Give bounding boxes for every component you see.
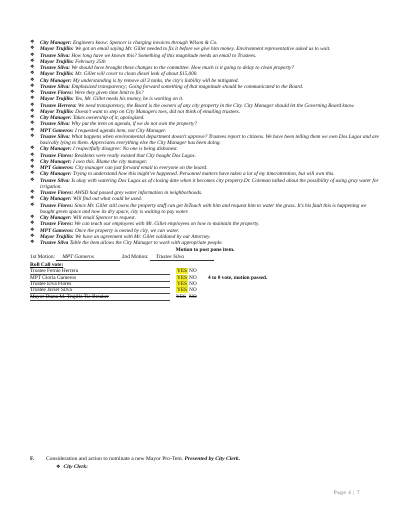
speaker: Mayor Trujillo:	[40, 71, 74, 78]
statement: Takes ownership of it, apologized.	[72, 115, 145, 121]
speaker: Trustee Flores:	[40, 202, 74, 209]
speaker: City Manager:	[40, 196, 72, 203]
statement: Will email Spencer to request.	[72, 215, 136, 221]
speaker: Trustee Silva:	[40, 121, 70, 128]
sub-item	[56, 464, 88, 470]
diamond-bullet-icon: ❖	[30, 65, 35, 70]
statement: Once the property is owned by city, we can water.	[75, 227, 180, 234]
diamond-bullet-icon: ❖	[30, 221, 35, 227]
vote-no: NO	[189, 274, 197, 281]
discussion-list	[30, 40, 380, 300]
first-motion-value: MPT Gameros	[56, 254, 120, 261]
vote-no: NO	[189, 287, 197, 294]
statement: I requested agenda item, not City Manager.	[75, 127, 167, 134]
diamond-bullet-icon: ❖	[30, 115, 35, 120]
speaker: Trustee Flores:	[40, 90, 74, 96]
diamond-bullet-icon: ❖	[30, 133, 35, 139]
diamond-bullet-icon: ❖	[30, 215, 35, 220]
diamond-bullet-icon: ❖	[30, 46, 35, 52]
diamond-bullet-icon: ❖	[30, 108, 35, 114]
speaker: Trustee Flores:	[40, 221, 74, 228]
diamond-bullet-icon: ❖	[30, 121, 35, 127]
second-motion-label: 2nd Motion:	[121, 254, 149, 261]
statement: We need transparency, the Board is the owners of any city property in the City. City Manager should let the Governing Board know.	[78, 102, 355, 109]
statement: We should have brought these changes to the committee. How much is it going to delay to clean property?	[71, 65, 294, 71]
item-text: Consideration and action to nominate a new Mayor Pro-Tem.	[46, 456, 184, 462]
statement: Is okay with watering Dos Lagos as of closing date when it becomes city property.Dr. Coleman talked about the possibility of using gray water for irrigation.	[40, 177, 379, 190]
speaker: Trustee Silva:	[40, 83, 70, 90]
statement: Table the item allows the City Manager to work with appropriate people.	[69, 240, 223, 246]
diamond-bullet-icon: ❖	[56, 465, 61, 470]
speaker: City Manager:	[40, 40, 72, 46]
diamond-bullet-icon: ❖	[30, 233, 35, 239]
speaker: City Manager:	[40, 158, 72, 165]
diamond-bullet-icon: ❖	[30, 52, 35, 58]
statement: Trying to understand how this might've happened. Personnel matters have taken a lot of my time/attention, but will own this.	[72, 171, 335, 178]
speaker: Trustee Silva:	[40, 65, 70, 71]
statement: We got an email saying Mr. Gillet needed to fix it before we give him money. Environment representative asked us to wait.	[75, 46, 331, 53]
voter-name: MPT Gloria Gameros	[30, 275, 170, 282]
statement: Doesn't want to step on City Managers toes, did not think of emailing trustees.	[75, 108, 240, 115]
statement: Residents were really existed that City bought Dos Lagos.	[74, 152, 196, 159]
vote-result-note: 4 to 0 vote, motion passed.	[208, 274, 268, 281]
list-item	[30, 178, 380, 191]
statement: What happens when environmental department doesn't approve? Trustees report to citizens. We have been telling them we own Dos Lagos and are basically lying to them. Appreciates everything else the City Manager has been doing.	[40, 133, 379, 146]
vote-yes: YES	[176, 293, 187, 300]
diamond-bullet-icon: ❖	[30, 227, 35, 233]
statement: Engineers know: Spencer is charging invoices through Wilson & Co.	[72, 40, 218, 46]
statement: Why put the item on agenda, if we do not own the property?	[71, 121, 197, 128]
second-motion-value: Trustee Silva	[150, 254, 214, 261]
statement: My understanding is by remove all 3 tanks, the city's liability will be mitigated.	[72, 77, 239, 84]
statement: I own this. Blame the city manager.	[72, 158, 148, 165]
speaker: MPT Gameros:	[40, 165, 74, 171]
vote-no: NO	[189, 281, 197, 288]
speaker: City Manager:	[40, 115, 72, 121]
vote-yes: YES	[177, 274, 188, 281]
statement: I respectfully disagree: No one is being dishonest.	[72, 146, 178, 153]
voter-name: Trustee Elva Flores	[30, 281, 170, 288]
diamond-bullet-icon: ❖	[30, 58, 35, 64]
speaker: City Clerk:	[63, 464, 88, 470]
statement: We can teach our employees with Mr. Gillet employees on how to maintain the property.	[74, 221, 260, 228]
vote-row-struck	[30, 294, 380, 300]
diamond-bullet-icon: ❖	[30, 177, 35, 183]
item-letter: F.	[30, 456, 35, 462]
diamond-bullet-icon: ❖	[30, 158, 35, 164]
speaker: Trustee Silva:	[40, 177, 70, 184]
speaker: Mayor Trujillo:	[40, 96, 74, 103]
diamond-bullet-icon: ❖	[30, 190, 35, 195]
statement: City manager can just forward email to everyone on the board.	[75, 165, 208, 171]
statement: Emphasized transparency; Going forward something of that magnitude should be communicated to the Board.	[71, 83, 304, 90]
roll-call-title: Roll Call vote:	[30, 262, 64, 269]
statement: Yes, Mr. Gillet needs his money, he is working on it.	[75, 96, 184, 103]
speaker: Mayor Trujillo:	[40, 58, 74, 65]
list-item	[30, 240, 380, 246]
statement: Will find out what could be used.	[72, 196, 142, 203]
diamond-bullet-icon: ❖	[30, 171, 35, 177]
voter-name: Trustee Fernie Herrera	[30, 268, 170, 275]
page-number: Page 4 | 7	[333, 490, 360, 496]
statement: Since Mr. Gillet still owns the property staff can get InTouch with him and request him to water the grass. It's his fault this is happening we bought green space and now its dry space, city is waiting to pay water.	[40, 202, 367, 215]
diamond-bullet-icon: ❖	[30, 152, 35, 158]
diamond-bullet-icon: ❖	[30, 77, 35, 83]
voter-name: Trustee Javier Silva	[30, 287, 170, 294]
first-motion-label: 1st Motion:	[30, 254, 56, 261]
speaker: City Manager:	[40, 77, 72, 84]
voter-name: Mayor Diana M. Trujillo Tie Breaker	[30, 294, 170, 301]
speaker: Mayor Trujillo:	[40, 46, 74, 53]
diamond-bullet-icon: ❖	[30, 102, 35, 108]
statement: Mr. Gillet will cover to clean diesel leak of about $15,000.	[75, 71, 198, 78]
speaker: Trustee Silva:	[40, 133, 70, 140]
presented-by: Presented by City Clerk.	[184, 456, 241, 462]
speaker: Trustee Flores:	[40, 152, 74, 159]
speaker: City Manager:	[40, 171, 72, 178]
diamond-bullet-icon: ❖	[30, 240, 35, 245]
agenda-item-f	[30, 456, 240, 462]
diamond-bullet-icon: ❖	[30, 127, 35, 133]
vote-yes: YES	[177, 287, 188, 294]
diamond-bullet-icon: ❖	[30, 90, 35, 95]
diamond-bullet-icon: ❖	[30, 96, 35, 102]
speaker: MPT Gameros:	[40, 127, 74, 134]
statement: We have an agreement with Mr. Gillet validated by our Attorney.	[75, 233, 211, 240]
statement: Were they given time limit to fix?	[74, 90, 144, 96]
statement: AWSD had passed grey water information in neighborhoods.	[74, 190, 203, 196]
diamond-bullet-icon: ❖	[30, 165, 35, 170]
speaker: City Manager:	[40, 215, 72, 221]
list-item	[30, 203, 380, 216]
diamond-bullet-icon: ❖	[30, 83, 35, 89]
diamond-bullet-icon: ❖	[30, 71, 35, 77]
speaker: Mayor Trujillo:	[40, 108, 74, 115]
motion-line	[30, 254, 380, 261]
statement: How long have we known this? Something of this magnitude needs an email to Trustees.	[71, 52, 257, 59]
speaker: MPT Gameros:	[40, 227, 74, 234]
diamond-bullet-icon: ❖	[30, 146, 35, 152]
vote-yes: YES	[177, 281, 188, 288]
vote-no: NO	[189, 293, 197, 300]
speaker: Trustee Silva	[40, 240, 69, 246]
speaker: City Manager:	[40, 146, 72, 153]
diamond-bullet-icon: ❖	[30, 40, 35, 45]
vote-no: NO	[189, 268, 197, 275]
speaker: Mayor Trujillo:	[40, 233, 74, 240]
speaker: Trustee Flores:	[40, 190, 74, 196]
motion-title: Motion to post pone item.	[175, 247, 235, 254]
diamond-bullet-icon: ❖	[30, 196, 35, 202]
vote-yes: YES	[177, 268, 188, 275]
diamond-bullet-icon: ❖	[30, 202, 35, 208]
list-item	[30, 134, 380, 147]
speaker: Trustee Silva:	[40, 52, 70, 59]
speaker: Trustee Herrera:	[40, 102, 77, 109]
statement: February 25th	[75, 58, 106, 65]
